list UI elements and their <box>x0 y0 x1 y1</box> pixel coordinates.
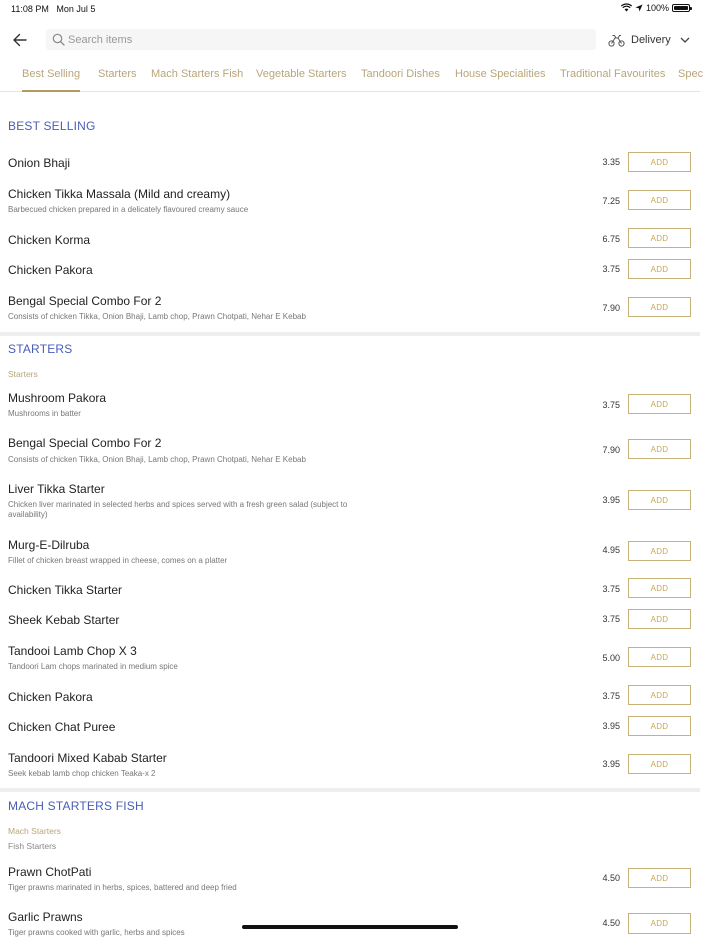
top-bar <box>0 28 700 52</box>
item-name: Bengal Special Combo For 2 <box>8 294 162 308</box>
item-price: 3.75 <box>602 584 620 594</box>
battery-percent: 100% <box>645 3 669 13</box>
add-button[interactable]: ADD <box>628 685 691 705</box>
item-name: Mushroom Pakora <box>8 391 107 405</box>
status-time: 11:08 PM Mon Jul 5 <box>11 4 96 14</box>
item-name: Tandooi Lamb Chop X 3 <box>8 644 137 658</box>
item-name: Sheek Kebab Starter <box>8 613 120 627</box>
item-price: 3.75 <box>602 691 620 701</box>
item-description: Mushrooms in batter <box>8 409 81 418</box>
status-bar <box>0 0 700 20</box>
back-button[interactable] <box>10 30 30 50</box>
item-price: 3.95 <box>602 495 620 505</box>
item-description: Tiger prawns cooked with garlic, herbs and spices <box>8 928 185 937</box>
add-button[interactable]: ADD <box>628 609 691 629</box>
add-button[interactable]: ADD <box>628 541 691 561</box>
battery-icon <box>672 4 690 12</box>
tab-tandoori-dishes[interactable]: Tandoori Dishes <box>361 68 440 80</box>
item-price: 7.90 <box>602 303 620 313</box>
item-price: 6.75 <box>602 234 620 244</box>
item-price: 5.00 <box>602 653 620 663</box>
item-description: Fillet of chicken breast wrapped in cheese, comes on a platter <box>8 556 228 565</box>
item-description: Seek kebab lamb chop chicken Teaka-x 2 <box>8 769 156 778</box>
tab-starters[interactable]: Starters <box>98 68 137 80</box>
item-description: Consists of chicken Tikka, Onion Bhaji, Lamb chop, Prawn Chotpati, Nehar E Kebab <box>8 312 306 321</box>
item-name: Liver Tikka Starter <box>8 482 105 496</box>
add-button[interactable]: ADD <box>628 439 691 459</box>
tab-specials[interactable]: Spec <box>678 68 703 80</box>
item-price: 4.50 <box>602 873 620 883</box>
section-title-mach-starters-fish: MACH STARTERS FISH <box>8 799 144 813</box>
item-name: Garlic Prawns <box>8 910 83 924</box>
subsection-title: Mach Starters <box>8 826 61 836</box>
item-price: 4.95 <box>602 545 620 555</box>
item-description: Barbecued chicken prepared in a delicately flavoured creamy sauce <box>8 205 249 214</box>
item-price: 7.90 <box>602 445 620 455</box>
add-button[interactable]: ADD <box>628 228 691 248</box>
item-name: Chicken Pakora <box>8 263 93 277</box>
item-price: 3.95 <box>602 759 620 769</box>
wifi-icon <box>621 4 632 12</box>
status-indicators <box>621 3 690 13</box>
item-name: Tandoori Mixed Kabab Starter <box>8 751 167 765</box>
add-button[interactable]: ADD <box>628 490 691 510</box>
item-name: Bengal Special Combo For 2 <box>8 436 162 450</box>
search-icon <box>52 33 65 46</box>
add-button[interactable]: ADD <box>628 190 691 210</box>
search-bar[interactable] <box>46 29 596 50</box>
item-name: Prawn ChotPati <box>8 865 92 879</box>
add-button[interactable]: ADD <box>628 754 691 774</box>
scooter-icon <box>608 34 625 47</box>
add-button[interactable]: ADD <box>628 394 691 414</box>
item-description: Tiger prawns marinated in herbs, spices, battered and deep fried <box>8 883 237 892</box>
item-description: Consists of chicken Tikka, Onion Bhaji, Lamb chop, Prawn Chotpati, Nehar E Kebab <box>8 455 306 464</box>
item-name: Chicken Pakora <box>8 690 93 704</box>
section-title-starters: STARTERS <box>8 342 73 356</box>
subsection-title: Starters <box>8 369 38 379</box>
add-button[interactable]: ADD <box>628 152 691 172</box>
section-divider <box>0 332 700 336</box>
tab-best-selling[interactable]: Best Selling <box>22 68 80 92</box>
add-button[interactable]: ADD <box>628 716 691 736</box>
item-price: 3.75 <box>602 614 620 624</box>
item-description: Tandoori Lam chops marinated in medium spice <box>8 662 178 671</box>
tab-mach-starters-fish[interactable]: Mach Starters Fish <box>151 68 244 80</box>
location-arrow-icon <box>635 4 643 12</box>
tab-house-specialities[interactable]: House Specialities <box>455 68 546 80</box>
add-button[interactable]: ADD <box>628 259 691 279</box>
item-price: 3.35 <box>602 157 620 167</box>
tab-vegetable-starters[interactable]: Vegetable Starters <box>256 68 347 80</box>
item-price: 7.25 <box>602 196 620 206</box>
chevron-down-icon <box>680 36 690 44</box>
tab-traditional-favourites[interactable]: Traditional Favourites <box>560 68 666 80</box>
item-price: 4.50 <box>602 918 620 928</box>
item-name: Murg-E-Dilruba <box>8 538 90 552</box>
item-name: Chicken Tikka Massala (Mild and creamy) <box>8 187 231 201</box>
subsection-description: Fish Starters <box>8 841 57 851</box>
item-description: Chicken liver marinated in selected herbs and spices served with a fresh green salad (subject to availability) <box>8 500 348 519</box>
add-button[interactable]: ADD <box>628 578 691 598</box>
delivery-selector[interactable] <box>608 30 690 50</box>
back-arrow-icon <box>13 33 27 47</box>
item-name: Chicken Korma <box>8 233 91 247</box>
item-name: Chicken Tikka Starter <box>8 583 123 597</box>
section-divider <box>0 788 700 792</box>
item-price: 3.95 <box>602 721 620 731</box>
home-indicator[interactable] <box>242 925 458 929</box>
delivery-label: Delivery <box>631 34 671 46</box>
item-price: 3.75 <box>602 400 620 410</box>
search-input[interactable] <box>68 29 588 50</box>
item-name: Chicken Chat Puree <box>8 720 116 734</box>
item-price: 3.75 <box>602 264 620 274</box>
category-tabs <box>0 60 703 92</box>
add-button[interactable]: ADD <box>628 297 691 317</box>
add-button[interactable]: ADD <box>628 913 691 934</box>
section-title-best-selling: BEST SELLING <box>8 119 96 133</box>
item-name: Onion Bhaji <box>8 156 71 170</box>
battery-level <box>674 6 688 10</box>
add-button[interactable]: ADD <box>628 868 691 888</box>
add-button[interactable]: ADD <box>628 647 691 667</box>
